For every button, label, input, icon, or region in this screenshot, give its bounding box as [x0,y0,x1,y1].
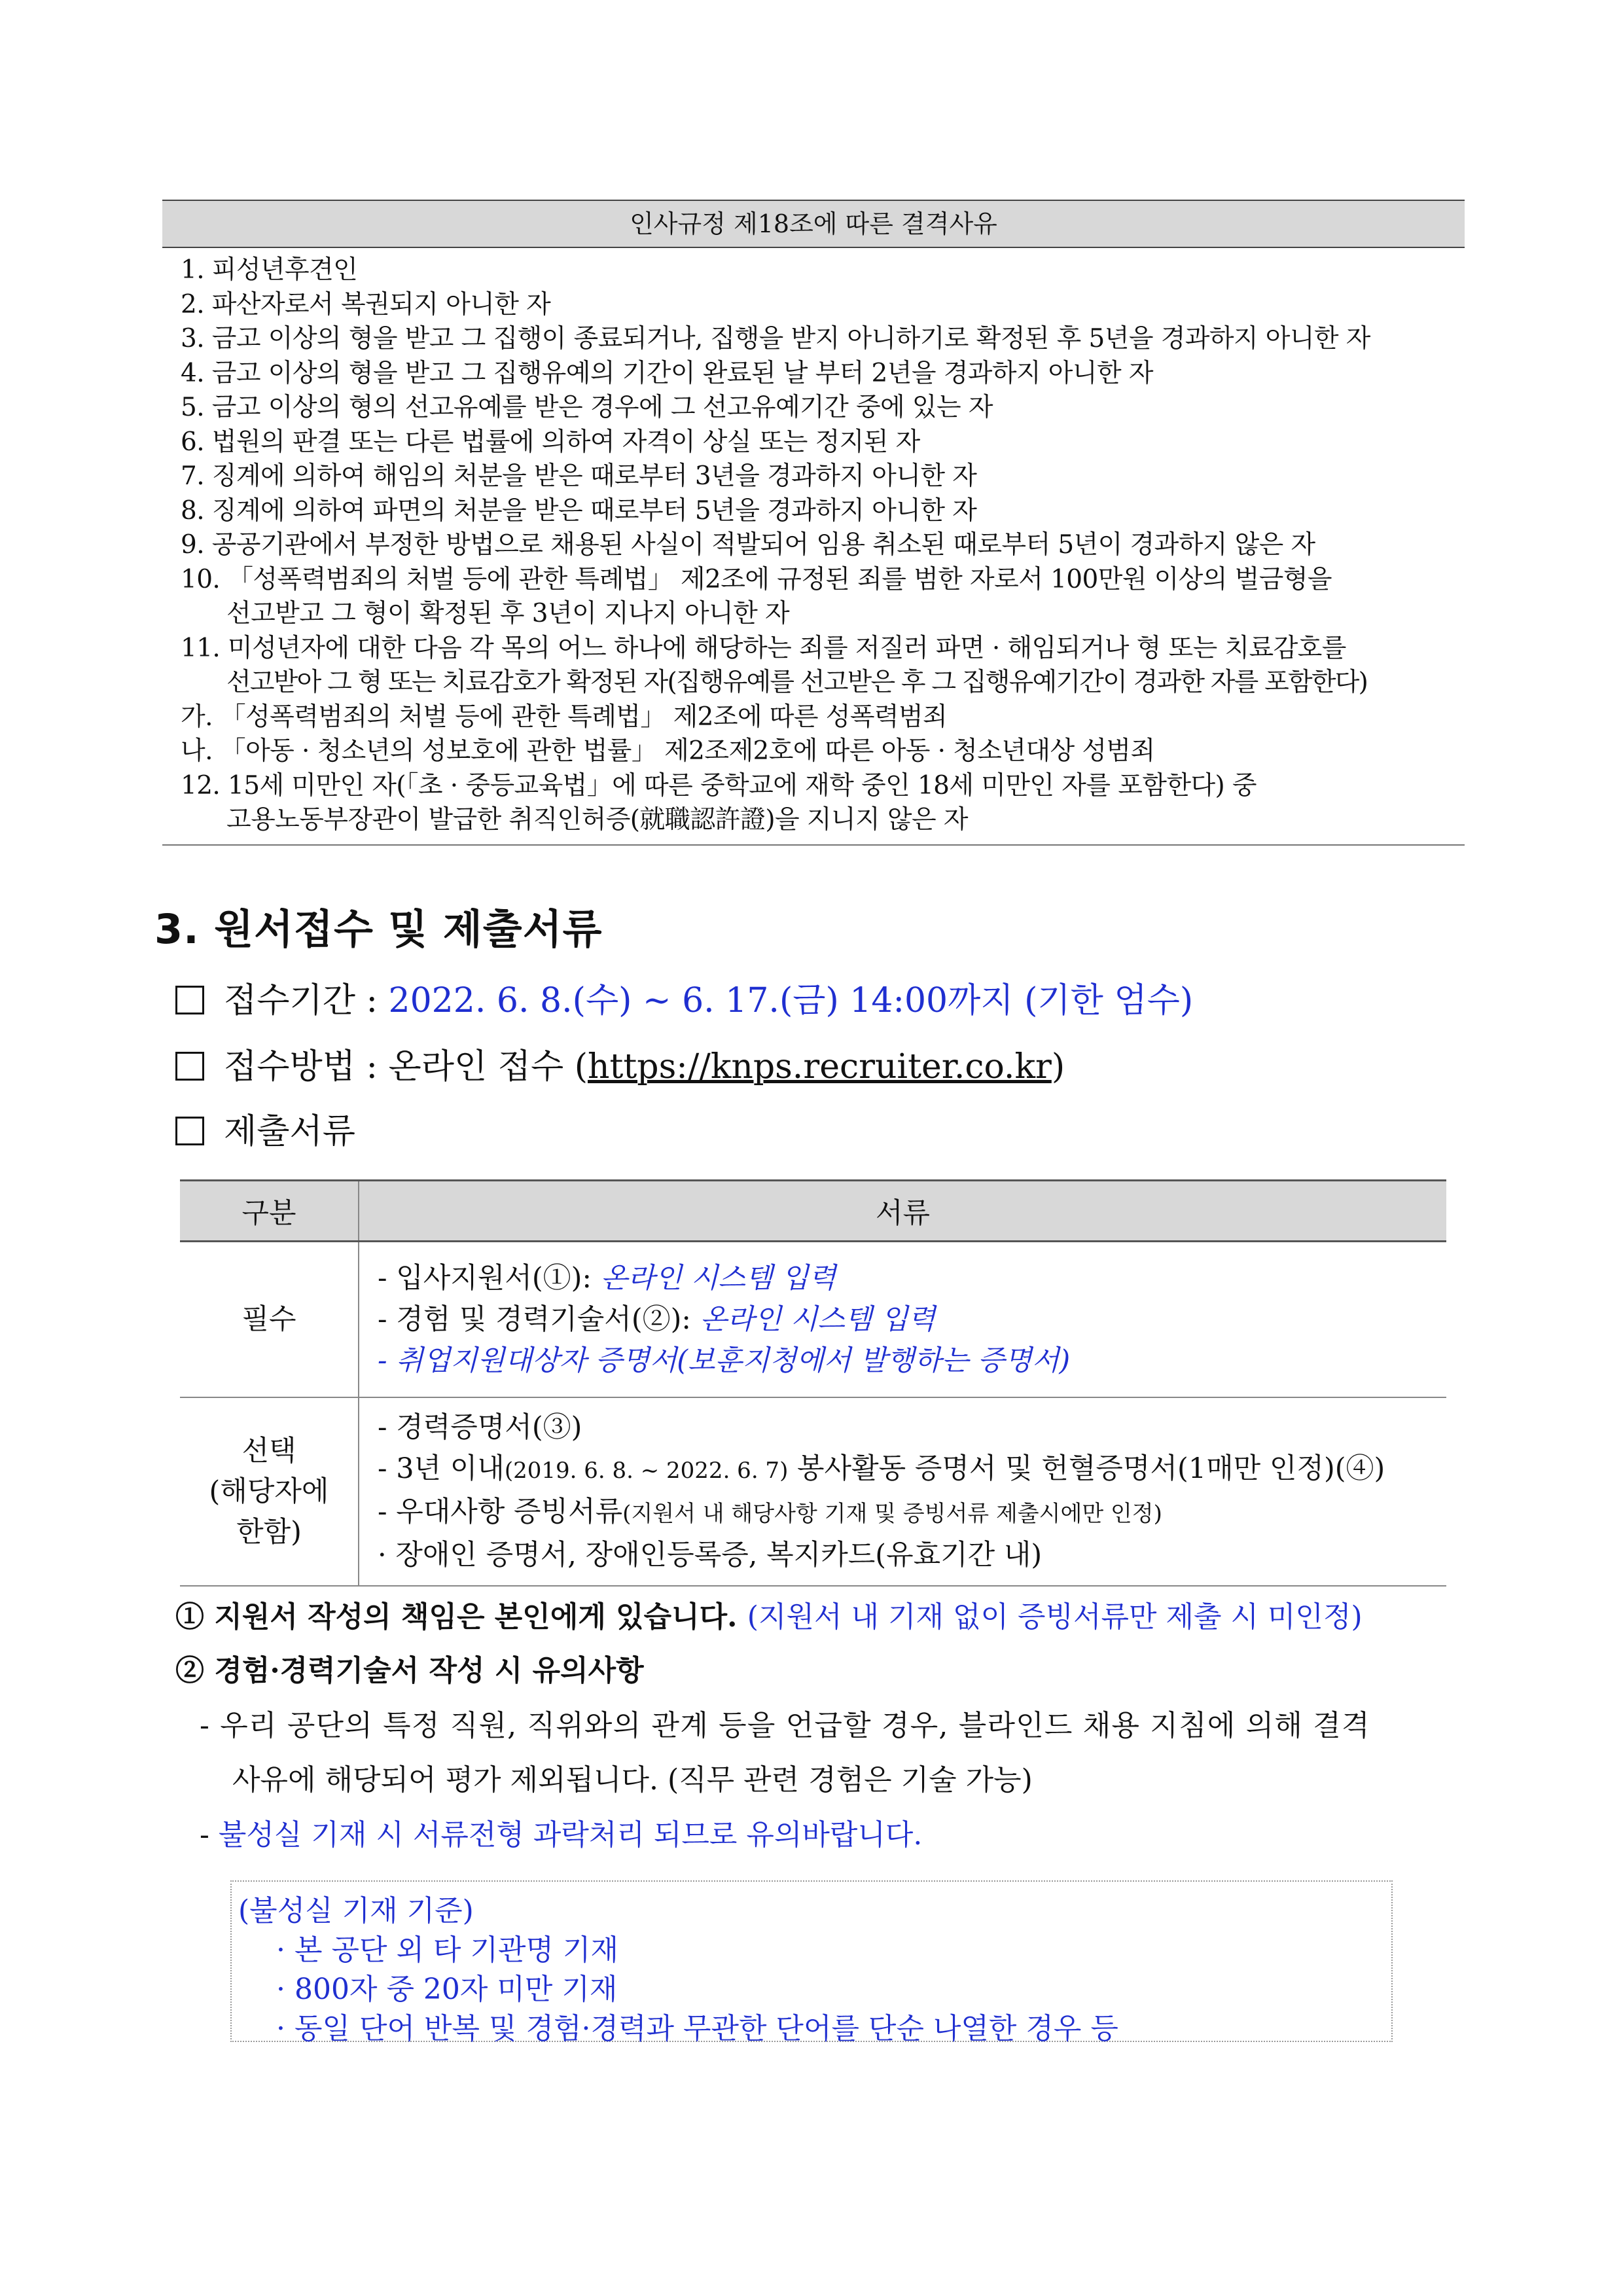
list-item: 2. 파산자로서 복권되지 아니한 자 [181,289,551,319]
note-2-dash-1-cont: 사유에 해당되어 평가 제외됩니다. (직무 관련 경험은 기술 가능) [232,1763,1033,1797]
list-item: 나. 「아동 · 청소년의 성보호에 관한 법률」 제2조제2호에 따른 아동 · 청소년대상 성범죄 [181,736,1155,766]
list-item: 1. 피성년후견인 [181,255,358,285]
list-item: 가. 「성폭력범죄의 처벌 등에 관한 특례법」 제2조에 따른 성폭력범죄 [181,702,948,732]
list-item: 4. 금고 이상의 형을 받고 그 집행유예의 기간이 완료된 날 부터 2년을 경과하지 아니한 자 [181,358,1153,388]
checkbox-icon [175,1052,204,1081]
list-item: 8. 징계에 의하여 파면의 처분을 받은 때로부터 5년을 경과하지 아니한 자 [181,495,977,526]
documents-table [180,1179,1446,1587]
table-row [180,1242,1446,1398]
list-item: 6. 법원의 판결 또는 다른 법률에 의하여 자격이 상실 또는 정지된 자 [181,427,920,457]
section-heading: 3. 원서접수 및 제출서류 [154,905,603,953]
period-value: 2022. 6. 8.(수) ~ 6. 17.(금) 14:00까지 (기한 엄수) [388,981,1194,1020]
list-item: · 동일 단어 반복 및 경험·경력과 무관한 단어를 단순 나열한 경우 등 [276,2012,1118,2045]
list-item-continuation: 고용노동부장관이 발급한 취직인허증(就職認許證)을 지니지 않은 자 [226,805,968,834]
optional-label: 선택 (해당자에 한함) [180,1397,359,1586]
list-item: · 본 공단 외 타 기관명 기재 [276,1933,618,1967]
note-2-dash-2: - 불성실 기재 시 서류전형 과락처리 되므로 유의바랍니다. [200,1818,923,1852]
submission-docs-label: 제출서류 [175,1103,355,1153]
required-docs: - 입사지원서(①): 온라인 시스템 입력 - 경험 및 경력기술서(②): 온라인 시스템 입력 - 취업지원대상자 증명서(보훈지청에서 발행하는 증명서) [359,1242,1446,1398]
criteria-box [230,1880,1393,2045]
list-item: 9. 공공기관에서 부정한 방법으로 채용된 사실이 적발되어 임용 취소된 때로부터 5년이 경과하지 않은 자 [181,530,1315,560]
list-item-continuation: 선고받아 그 형 또는 치료감호가 확정된 자(집행유예를 선고받은 후 그 집행유예기간이 경과한 자를 포함한다) [226,668,1368,697]
application-method: 접수방법 : 온라인 접수 (https://knps.recruiter.co.kr) [175,1039,1065,1088]
application-period: 접수기간 : 2022. 6. 8.(수) ~ 6. 17.(금) 14:00까지 (기한 엄수) [175,973,1193,1022]
checkbox-icon [175,986,204,1014]
note-2-dash-1: - 우리 공단의 특정 직원, 직위와의 관계 등을 언급할 경우, 블라인드 채용 지침에 의해 결격 [200,1709,1370,1742]
list-item: 10. 「성폭력범죄의 처벌 등에 관한 특례법」 제2조에 규정된 죄를 범한 자로서 100만원 이상의 벌금형을 [181,564,1332,594]
list-item: 11. 미성년자에 대한 다음 각 목의 어느 하나에 해당하는 죄를 저질러 파면 · 해임되거나 형 또는 치료감호를 [181,633,1346,663]
list-item: 5. 금고 이상의 형의 선고유예를 받은 경우에 그 선고유예기간 중에 있는 자 [181,393,993,422]
note-1: ① 지원서 작성의 책임은 본인에게 있습니다. (지원서 내 기재 없이 증빙서류만 제출 시 미인정) [175,1600,1363,1634]
criteria-title: (불성실 기재 기준) [238,1894,474,1928]
disqualification-title: 인사규정 제18조에 따른 결격사유 [162,200,1465,248]
recruit-site-link[interactable]: https://knps.recruiter.co.kr [588,1047,1052,1086]
disqualification-list [162,248,1465,846]
table-header [180,1181,1446,1242]
header-documents: 서류 [359,1181,1446,1242]
note-2: ② 경험·경력기술서 작성 시 유의사항 [175,1654,644,1687]
required-label: 필수 [180,1242,359,1398]
list-item-continuation: 선고받고 그 형이 확정된 후 3년이 지나지 아니한 자 [226,599,790,628]
list-item: 12. 15세 미만인 자(「초 · 중등교육법」에 따른 중학교에 재학 중인 18세 미만인 자를 포함한다) 중 [181,770,1257,800]
list-item: · 800자 중 20자 미만 기재 [276,1973,618,2006]
list-item: 3. 금고 이상의 형을 받고 그 집행이 종료되거나, 집행을 받지 아니하기로 확정된 후 5년을 경과하지 아니한 자 [181,324,1370,353]
table-row [180,1397,1446,1586]
checkbox-icon [175,1117,204,1145]
disqualification-box [162,200,1465,846]
optional-docs: - 경력증명서(③) - 3년 이내(2019. 6. 8. ~ 2022. 6. 7) 봉사활동 증명서 및 헌혈증명서(1매만 인정)(④) - 우대사항 증빙서류(지원서 내 해당사항 기재 및 증빙서류 제출시에만 인정) · 장애인 증명서, 장애인등록증, 복지카드(유효기간 내) [359,1397,1446,1586]
list-item: 7. 징계에 의하여 해임의 처분을 받은 때로부터 3년을 경과하지 아니한 자 [181,461,977,491]
header-category: 구분 [180,1181,359,1242]
